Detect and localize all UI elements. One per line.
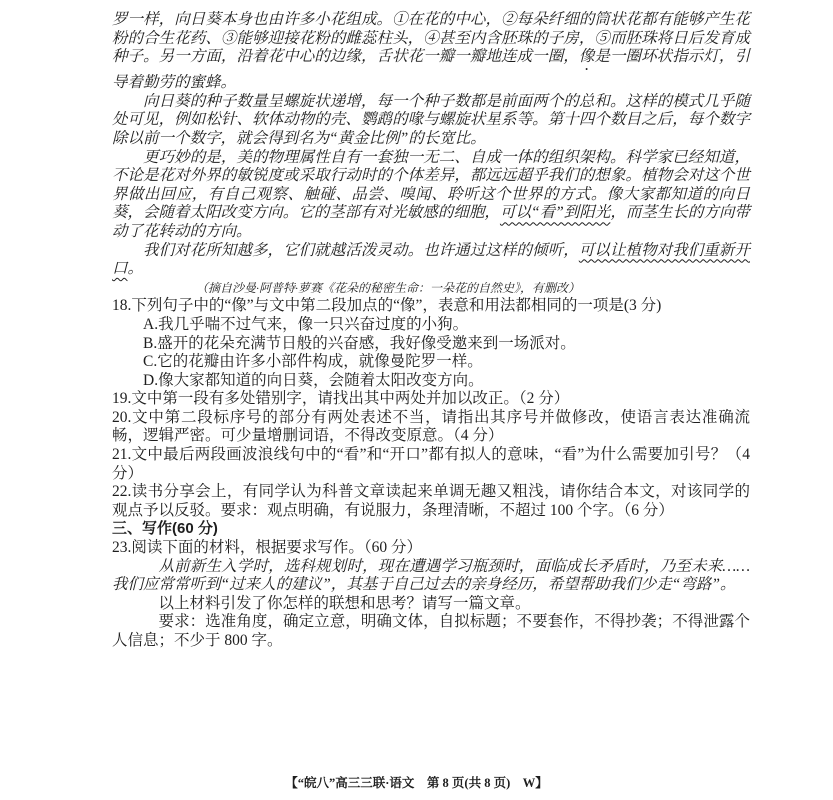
question-19 (112, 390, 750, 409)
question-20-text: 文中第二段标序号的部分有两处表述不当，请指出其序号并做修改，使语言表达准确流畅，逻辑严密。可少量增删词语，不得改变原意。（4 分） (112, 408, 750, 445)
passage-paragraph-3 (112, 149, 750, 242)
question-21-text: 文中最后两段画波浪线句中的“看”和“开口”都有拟人的意味，“看”为什么需要加引号？（4 分） (112, 446, 750, 482)
question-18-number: 18. (112, 297, 132, 315)
question-18-option-c: C.它的花瓣由许多小部件构成，就像曼陀罗一样。 (143, 353, 483, 371)
passage-segment-dot: 像 (578, 48, 595, 66)
writing-prompt: 以上材料引发了你怎样的联想和思考？请写一篇文章。 (158, 594, 531, 612)
question-20-number: 20. (112, 408, 132, 426)
passage-segment-plain: 是一圈环状指示灯，引导着勤劳的蜜蜂。 (112, 48, 750, 92)
passage-paragraph-4 (112, 242, 750, 279)
question-18-option-a: A.我几乎喘不过气来，像一只兴奋过度的小狗。 (143, 315, 469, 333)
question-23 (112, 539, 750, 558)
passage-paragraph-1 (112, 11, 750, 93)
question-19-number: 19. (112, 390, 132, 408)
passage-citation: （摘自沙曼·阿普特·萝赛《花朵的秘密生命：一朵花的自然史》，有删改） (196, 280, 581, 295)
question-22-number: 22. (112, 483, 132, 501)
page-footer: 【“皖八”高三三联·语文 第 8 页(共 8 页) W】 (285, 776, 548, 790)
passage-segment-plain: 向日葵的种子数量呈螺旋状递增，每一个种子数都是前面两个的总和。这样的模式几乎随处可见，例如松针、软体动物的壳、鹦鹉的喙与螺旋状星系等。第十四个数目之后，每个数字除以前一个数字，就会得到名为“黄金比例”的长宽比。 (112, 92, 750, 147)
question-21-number: 21. (112, 446, 132, 464)
question-18-option-b: B.盛开的花朵充满节日般的兴奋感，我好像受邀来到一场派对。 (143, 334, 576, 352)
page-content (112, 11, 750, 651)
question-23-number: 23. (112, 539, 132, 557)
passage-segment-wavy: 可以让植物对我们重新开口 (112, 241, 750, 278)
passage-segment-plain: 。 (127, 260, 144, 278)
passage-segment-plain: 罗一样，向日葵本身也由许多小花组成。①在花的中心，②每朵纤细的筒状花都有能够产生花粉的合生花药、③能够迎接花粉的雌蕊柱头，④甚至内含胚珠的子房，⑤而胚珠将日后发育成种子。另一方面，沿着花中心的边缘，舌状花一瓣一瓣地连成一圈， (112, 11, 750, 66)
question-22-text: 读书分享会上，有同学认为科普文章读起来单调无趣又粗浅，请你结合本文，对该同学的观点予以反驳。要求：观点明确，有说服力，条理清晰，不超过 100 个字。（6 分） (112, 483, 750, 519)
section-heading-writing: 三、写作(60 分) (112, 520, 218, 538)
passage-segment-plain: 我们对花所知越多，它们就越活泼灵动。也许通过这样的倾听， (143, 241, 579, 259)
passage-segment-wavy: 可以“看”到阳光 (499, 204, 611, 222)
passage-segment-plain: ，而茎生长的方向带动了花转动的方向。 (112, 204, 750, 240)
question-19-text: 文中第一段有多处错别字，请找出其中两处并加以改正。（2 分） (131, 390, 570, 408)
writing-requirements: 要求：选准角度，确定立意，明确文体，自拟标题；不要套作，不得抄袭；不得泄露个人信息；不少于 800 字。 (112, 613, 750, 649)
passage-segment-plain: 更巧妙的是，美的物理属性自有一套独一无二、自成一体的组织架构。科学家已经知道，不论是花对外界的敏锐度或采取行动时的个体差异，都远远超乎我们的想象。植物会对这个世界做出回应，有自己观察、触碰、品尝、嗅闻、聆听这个世界的方式。像大家都知道的向日葵，会随着太阳改变方向。它的茎部有对光敏感的细胞， (112, 148, 750, 222)
question-23-text: 阅读下面的材料，根据要求写作。（60 分） (131, 539, 423, 557)
writing-material: 从前新生入学时，选科规划时，现在遭遇学习瓶颈时，面临成长矛盾时，乃至未来……我们应常常听到“过来人的建议”，其基于自己过去的亲身经历，希望帮助我们少走“弯路”。 (112, 557, 750, 594)
question-18-option-d: D.像大家都知道的向日葵，会随着太阳改变方向。 (143, 371, 484, 389)
question-21 (112, 446, 750, 483)
question-20 (112, 409, 750, 446)
question-22 (112, 483, 750, 520)
question-18 (112, 297, 750, 390)
question-18-stem (112, 297, 750, 316)
question-18-text: 下列句子中的“像”与文中第二段加点的“像”，表意和用法都相同的一项是(3 分) (131, 297, 662, 315)
passage-paragraph-2 (112, 93, 750, 149)
